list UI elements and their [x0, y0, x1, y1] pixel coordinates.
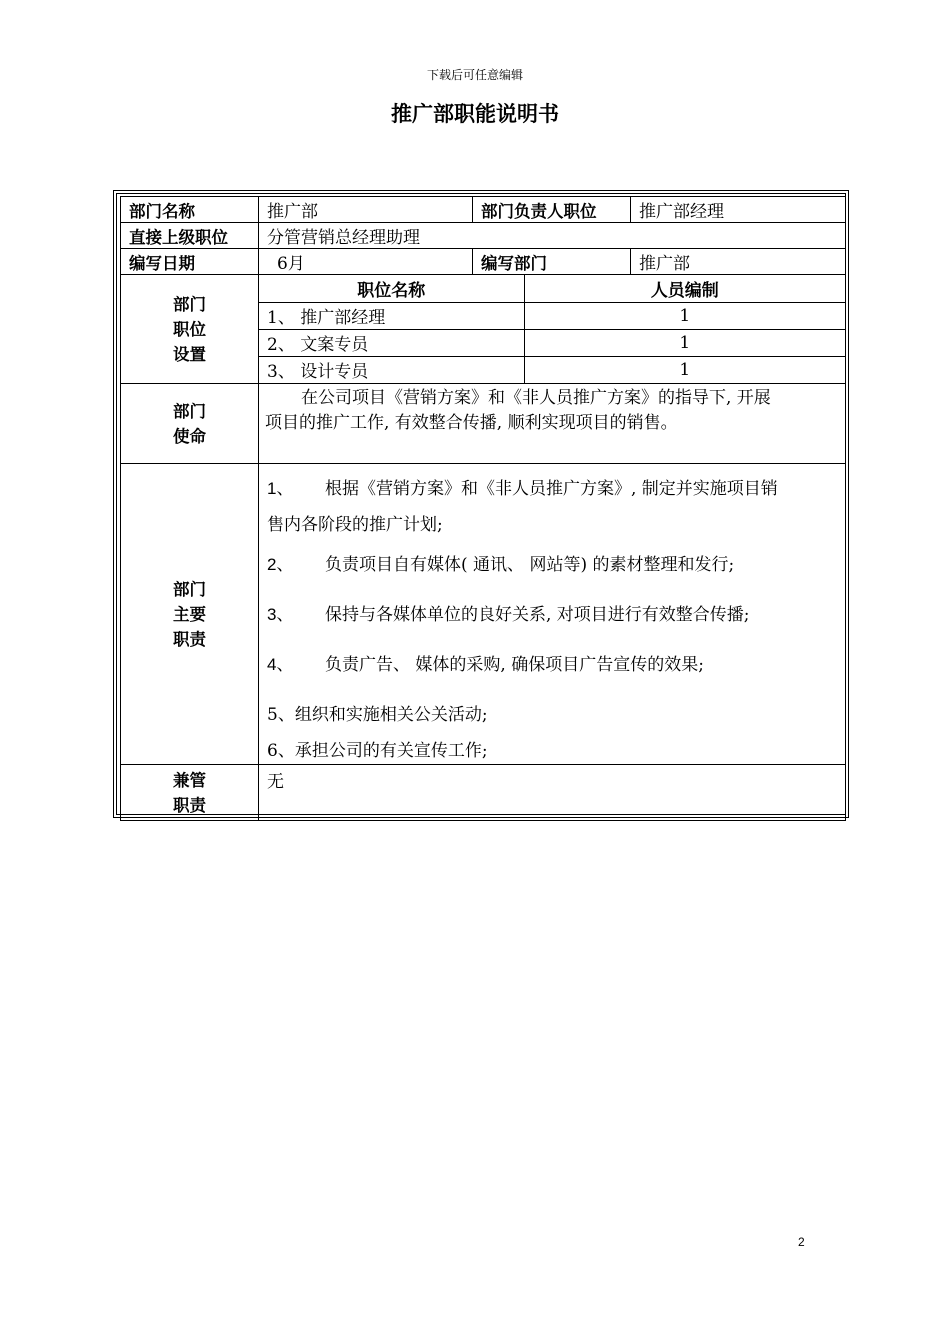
extra-duties-value: 无	[259, 765, 846, 821]
document-title: 推广部职能说明书	[391, 102, 559, 126]
author-dept-label: 编写部门	[473, 249, 631, 275]
position-name-header: 职位名称	[259, 275, 524, 302]
list-item: 6、承担公司的有关宣传工作;	[267, 741, 488, 761]
date-label: 编写日期	[121, 249, 259, 275]
list-item: 4、 负责广告、 媒体的采购, 确保项目广告宣传的效果;	[267, 655, 704, 675]
dept-name-label: 部门名称	[121, 197, 259, 223]
table-row: 1、 推广部经理 1	[259, 302, 845, 329]
superior-label: 直接上级职位	[121, 223, 259, 249]
list-item: 1、 根据《营销方案》和《非人员推广方案》, 制定并实施项目销	[267, 479, 778, 499]
positions-label: 部门 职位 设置	[121, 275, 259, 384]
superior-value: 分管营销总经理助理	[259, 223, 846, 249]
head-title-label: 部门负责人职位	[473, 197, 631, 223]
list-item: 5、组织和实施相关公关活动;	[267, 705, 488, 725]
extra-duties-label: 兼管 职责	[121, 765, 259, 821]
list-item: 2、 负责项目自有媒体( 通讯、 网站等) 的素材整理和发行;	[267, 555, 735, 575]
job-description-table	[120, 196, 845, 821]
list-item: 3、 保持与各媒体单位的良好关系, 对项目进行有效整合传播;	[267, 605, 750, 625]
author-dept-value: 推广部	[631, 249, 846, 275]
mission-label: 部门 使命	[121, 384, 259, 464]
table-row: 3、 设计专员 1	[259, 356, 845, 383]
header-note: 下载后可任意编辑	[426, 68, 523, 82]
headcount-header: 人员编制	[524, 275, 845, 302]
positions-table	[259, 275, 845, 383]
table-row: 2、 文案专员 1	[259, 329, 845, 356]
date-value: 6月	[259, 249, 473, 275]
duties-list: 1、 根据《营销方案》和《非人员推广方案》, 制定并实施项目销 售内各阶段的推广计划; 2、 负责项目自有媒体( 通讯、 网站等) 的素材整理和发行; 3、 保持与各媒体单位的良好关系, 对项目进行有效整合传播; 4、 负责广告、 媒体的采购, 确保项目广告宣传的效果; 5、组织和实施相关公关活动; 6、承担公司的有关宣传工作;	[259, 464, 846, 765]
duties-label: 部门 主要 职责	[121, 464, 259, 765]
dept-name-value: 推广部	[259, 197, 473, 223]
page-number: 2	[798, 1235, 805, 1249]
head-title-value: 推广部经理	[631, 197, 846, 223]
mission-text: 在公司项目《营销方案》和《非人员推广方案》的指导下, 开展 项目的推广工作, 有效整合传播, 顺利实现项目的销售。	[259, 384, 846, 464]
